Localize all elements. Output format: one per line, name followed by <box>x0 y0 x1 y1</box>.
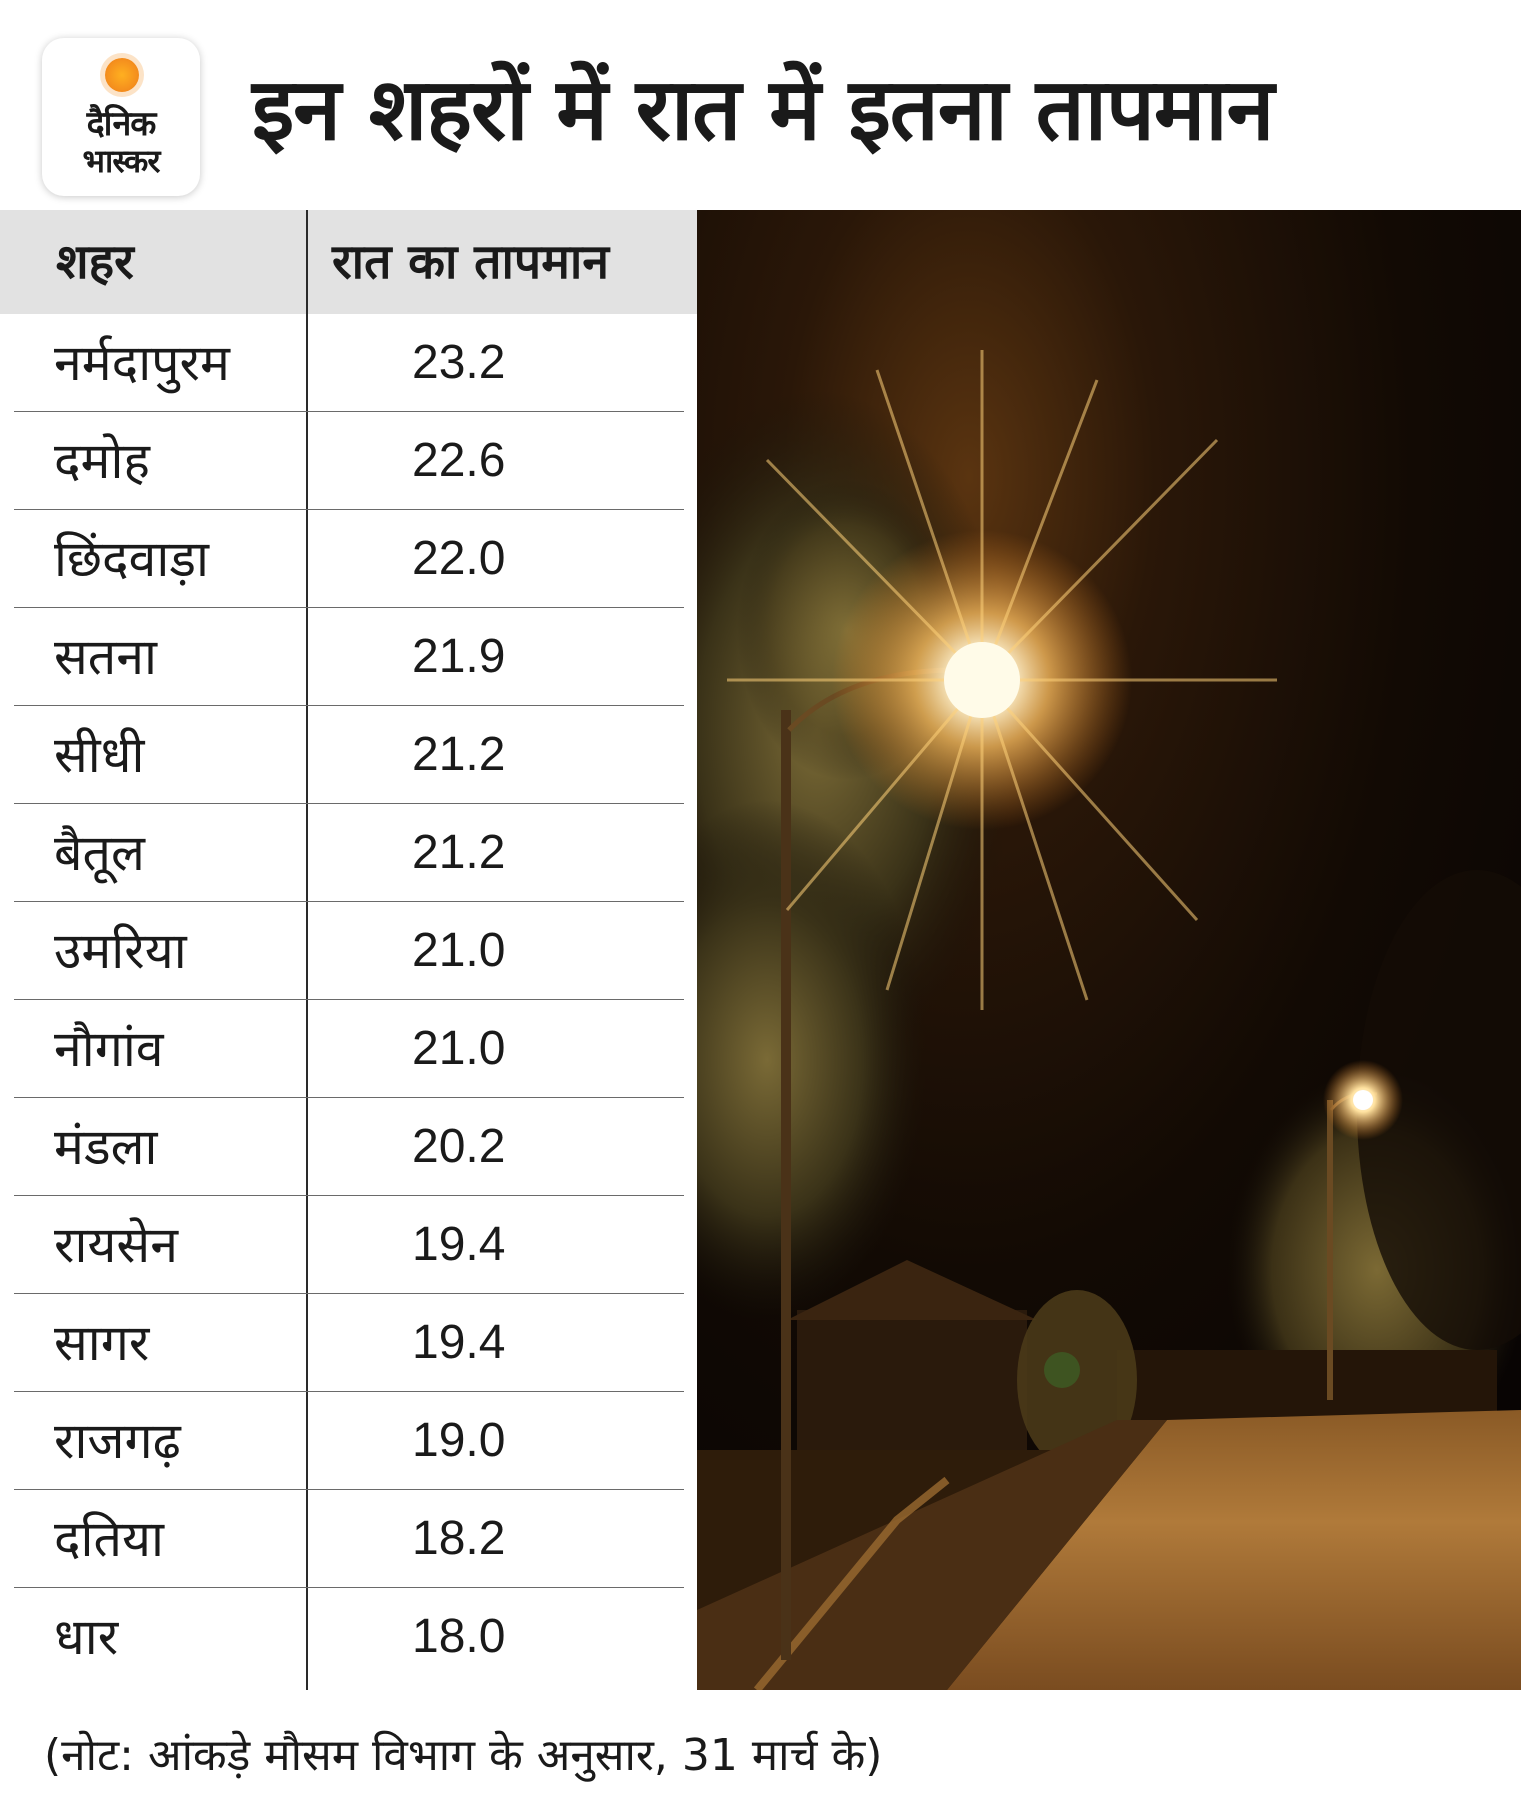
city-name: छिंदवाड़ा <box>54 530 209 588</box>
night-temperature: 21.2 <box>412 826 506 879</box>
city-name: रायसेन <box>54 1216 178 1274</box>
header-city: शहर <box>56 234 134 290</box>
footnote: (नोट: आंकड़े मौसम विभाग के अनुसार, 31 मार्च के) <box>44 1730 883 1781</box>
city-name: सतना <box>54 628 157 686</box>
table-row <box>14 412 684 510</box>
city-name: दतिया <box>54 1510 164 1568</box>
night-street-illustration <box>697 210 1521 1690</box>
brand-logo <box>42 38 200 196</box>
table-row <box>14 314 684 412</box>
page-title: इन शहरों में रात में इतना तापमान <box>252 60 1274 160</box>
city-name: बैतूल <box>54 824 145 882</box>
table-row <box>14 1196 684 1294</box>
table-row <box>14 902 684 1000</box>
table-row <box>14 1588 684 1686</box>
table-body <box>14 314 684 1686</box>
table-row <box>14 1000 684 1098</box>
table-row <box>14 1392 684 1490</box>
table-row <box>14 510 684 608</box>
table-row <box>14 706 684 804</box>
house-left <box>797 1310 1027 1460</box>
city-name: उमरिया <box>54 922 187 980</box>
night-temperature: 21.2 <box>412 728 506 781</box>
night-temperature: 22.6 <box>412 434 506 487</box>
city-name: मंडला <box>54 1118 158 1176</box>
street-light-photo <box>697 210 1521 1690</box>
table-row <box>14 1490 684 1588</box>
city-name: सीधी <box>54 726 145 784</box>
night-temperature: 18.0 <box>412 1610 506 1663</box>
night-temperature: 20.2 <box>412 1120 506 1173</box>
night-temperature: 21.0 <box>412 1022 506 1075</box>
logo-text-line2: भास्कर <box>82 142 160 180</box>
night-temperature: 21.9 <box>412 630 506 683</box>
table-header <box>0 210 697 314</box>
table-row <box>14 1294 684 1392</box>
night-temperature: 19.4 <box>412 1218 506 1271</box>
city-name: नौगांव <box>54 1020 164 1078</box>
city-name: धार <box>54 1608 119 1666</box>
night-temperature: 22.0 <box>412 532 506 585</box>
night-temperature: 19.4 <box>412 1316 506 1369</box>
city-name: राजगढ़ <box>54 1412 181 1470</box>
lamp-pole-2 <box>1327 1100 1333 1400</box>
table-row <box>14 804 684 902</box>
city-name: नर्मदापुरम <box>54 334 230 392</box>
table-row <box>14 608 684 706</box>
night-temperature: 23.2 <box>412 336 506 389</box>
sun-icon <box>105 58 139 92</box>
lamp-pole-1 <box>781 710 791 1660</box>
city-name: सागर <box>54 1314 150 1372</box>
night-temperature: 21.0 <box>412 924 506 977</box>
header-temperature: रात का तापमान <box>332 234 609 290</box>
table-row <box>14 1098 684 1196</box>
lamp-glow-2 <box>1323 1060 1403 1140</box>
temperature-table <box>0 210 697 1690</box>
night-temperature: 19.0 <box>412 1414 506 1467</box>
logo-text-line1: दैनिक <box>86 104 156 144</box>
city-name: दमोह <box>54 432 150 490</box>
night-temperature: 18.2 <box>412 1512 506 1565</box>
